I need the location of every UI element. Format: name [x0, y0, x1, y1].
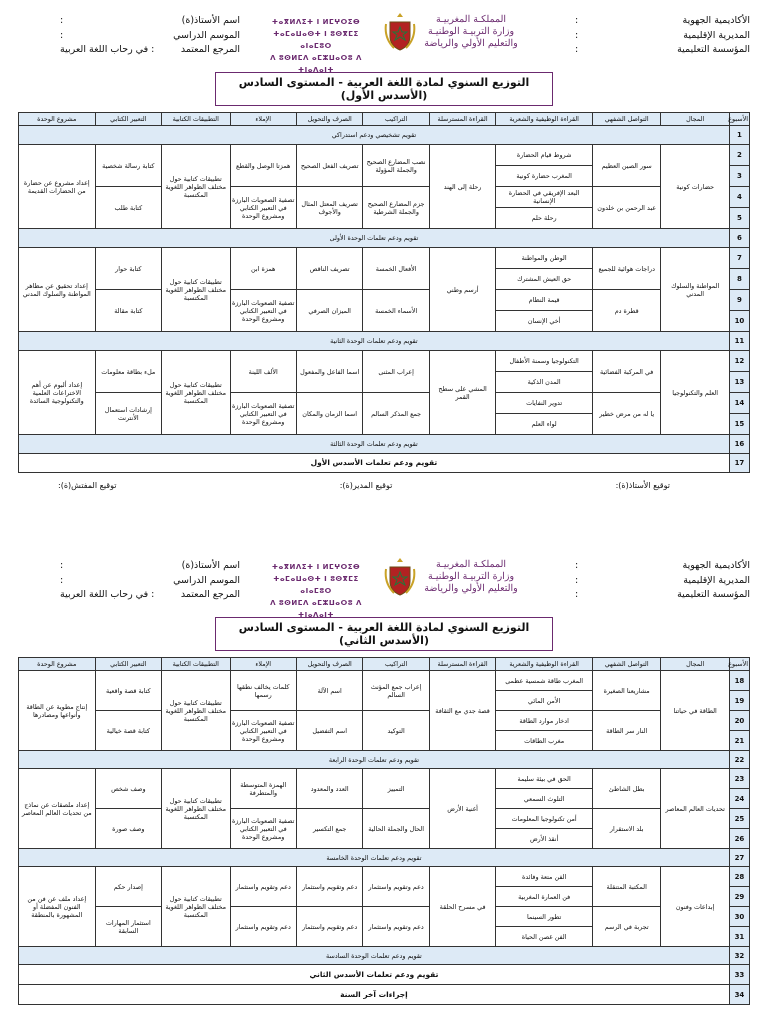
table-cell: تصفية الصعوبات البارزة في التعبير الكتابي ومشروع الوحدة — [230, 809, 296, 849]
table-cell: إصدار حكم — [95, 867, 161, 907]
table-row — [19, 849, 750, 867]
table-row — [19, 671, 750, 691]
table-cell: تصفية الصعوبات البارزة في التعبير الكتابي ومشروع الوحدة — [230, 187, 296, 229]
table-cell: النار سر الطاقة — [592, 711, 660, 751]
table-cell: المشي على سطح القمر — [429, 351, 495, 435]
table-cell: دعم وتقويم واستثمار — [296, 907, 362, 947]
table-row — [19, 985, 750, 1005]
table-cell: ملء بطاقة معلومات — [95, 351, 161, 393]
table-cell: اسم الآلة — [296, 671, 362, 711]
table-cell: تقويم ودعم تعلمات الوحدة الأولى — [19, 229, 730, 248]
table-cell: جمع التكسير — [296, 809, 362, 849]
teacher-signature: توقيع الأستاذ(ة): — [615, 481, 670, 490]
week-number-cell: 5 — [729, 208, 749, 229]
week-number-cell: 18 — [729, 671, 749, 691]
table-row — [19, 229, 750, 248]
column-header: التراكيب — [363, 658, 429, 671]
table-cell: تدوير النفايات — [496, 393, 593, 414]
textbook-name: في رحاب اللغة العربية — [60, 44, 149, 55]
table-cell: دعم وتقويم واستثمار — [230, 907, 296, 947]
table-cell: استثمار المهارات السابقة — [95, 907, 161, 947]
table-row — [19, 351, 750, 372]
column-header: مشروع الوحدة — [19, 658, 96, 671]
table-cell: شروط قيام الحضارة — [496, 145, 593, 166]
table-cell: التوكيد — [363, 711, 429, 751]
table-row — [19, 126, 750, 145]
table-row — [19, 393, 750, 414]
table-cell: تطبيقات كتابية حول مختلف الظواهر اللغوية المكتسبة — [162, 769, 230, 849]
table-cell: قصة جدي مع الثقافة — [429, 671, 495, 751]
week-number-cell: 2 — [729, 145, 749, 166]
column-header: المجال — [661, 658, 729, 671]
academy-label: الأكاديمية الجهوية — [682, 560, 750, 571]
table-row — [19, 907, 750, 927]
table-cell: كتابة حوار — [95, 248, 161, 290]
table-cell: مشاريعنا الصغيرة — [592, 671, 660, 711]
table-cell: المواطنة والسلوك المدني — [661, 248, 729, 332]
table-cell: تصفية الصعوبات البارزة في التعبير الكتابي ومشروع الوحدة — [230, 290, 296, 332]
table-cell: ادخار موارد الطاقة — [496, 711, 593, 731]
table-cell: الأمن المائي — [496, 691, 593, 711]
page-header — [18, 0, 750, 74]
week-number-cell: 10 — [729, 311, 749, 332]
school-year-label: الموسم الدراسي — [173, 29, 240, 41]
table-cell: رحلة حلم — [496, 208, 593, 229]
textbook-name: في رحاب اللغة العربية — [60, 589, 149, 600]
directorate-label: المديرية الإقليمية — [683, 574, 750, 586]
table-cell: دراجات هوائية للجميع — [592, 248, 660, 290]
table-cell: تصفية الصعوبات البارزة في التعبير الكتابي ومشروع الوحدة — [230, 393, 296, 435]
admin-info: الأكاديمية الجهوية : المديرية الإقليمية : المؤسسة التعليمية : — [575, 559, 750, 603]
table-cell: مغرب الطاقات — [496, 731, 593, 751]
table-cell: أخي الإنسان — [496, 311, 593, 332]
table-row — [19, 187, 750, 208]
table-cell: الهمزة المتوسطة والمتطرفة — [230, 769, 296, 809]
table-cell: أنقذ الأرض — [496, 829, 593, 849]
table-cell: حضارات كونية — [661, 145, 729, 229]
table-cell: تجربة في الرسم — [592, 907, 660, 947]
column-header: التعبير الكتابي — [95, 658, 161, 671]
table-cell: إعراب المثنى — [363, 351, 429, 393]
table-cell: كتابة طلب — [95, 187, 161, 229]
table-cell: وصف شخص — [95, 769, 161, 809]
table-cell: اسما الزمان والمكان — [296, 393, 362, 435]
table-cell: جزم المضارع الصحيح والجملة الشرطية — [363, 187, 429, 229]
table-cell: اسم التفضيل — [296, 711, 362, 751]
column-header: التطبيقات الكتابية — [162, 113, 230, 126]
table-cell: البعد الإفريقي في الحضارة الإنسانية — [496, 187, 593, 208]
week-number-cell: 27 — [729, 849, 749, 867]
table-row — [19, 809, 750, 829]
table-cell: دعم وتقويم واستثمار — [230, 867, 296, 907]
column-header: القراءة الوظيفية والشعرية — [496, 658, 593, 671]
table-cell: إبداعات وفنون — [661, 867, 729, 947]
table-header-row — [19, 113, 750, 126]
page-header — [18, 545, 750, 619]
column-header: التواصل الشفهي — [592, 113, 660, 126]
table-cell: إرشادات استعمال الأنترنت — [95, 393, 161, 435]
table-row — [19, 965, 750, 985]
distribution-table-s1 — [18, 112, 750, 473]
table-cell: دعم وتقويم واستثمار — [363, 867, 429, 907]
teacher-info: اسم الأستاذ(ة) : الموسم الدراسي : المرجع المعتمد : في رحاب اللغة العربية — [60, 559, 240, 603]
week-number-cell: 8 — [729, 269, 749, 290]
table-cell: العلم والتكنولوجيا — [661, 351, 729, 435]
table-cell: عبد الرحمن بن خلدون — [592, 187, 660, 229]
table-row — [19, 332, 750, 351]
table-cell: تطبيقات كتابية حول مختلف الظواهر اللغوية المكتسبة — [162, 351, 230, 435]
table-cell: إعداد ألبوم عن أهم الاختراعات العلمية والتكنولوجية السائدة — [19, 351, 96, 435]
table-cell: قطرة دم — [592, 290, 660, 332]
table-row — [19, 290, 750, 311]
week-number-cell: 16 — [729, 435, 749, 454]
table-cell: التمييز — [363, 769, 429, 809]
week-number-cell: 29 — [729, 887, 749, 907]
week-number-cell: 34 — [729, 985, 749, 1005]
table-cell: كتابة قصة خيالية — [95, 711, 161, 751]
table-cell: دعم وتقويم واستثمار — [296, 867, 362, 907]
table-cell: تقويم ودعم تعلمات الوحدة الثانية — [19, 332, 730, 351]
table-cell: في مسرح الحلقة — [429, 867, 495, 947]
table-cell: اسما الفاعل والمفعول — [296, 351, 362, 393]
table-cell: المكتبة المتنقلة — [592, 867, 660, 907]
column-header: الإملاء — [230, 113, 296, 126]
ministry-logo: المملكـة المغربيـة وزارة التربيـة الوطنيـة والتعليم الأولي والرياضة ⵜⴰⴳⵍⴷⵉⵜ ⵏ ⵍⵎⵖⵔⵉⴱ ⵜⴰⵎⴰⵡⴰⵙⵜ ⵏ ⵓⵙⴳⵎⵉ ⴰⵏⴰⵎⵓⵔ ⴷ ⵓⵙⵍⵎⴷ ⴰⵎⵣⵡⴰⵔⵓ ⴷ ⵜⵏⴰⴷⴰⵏⵜ — [260, 553, 526, 603]
week-number-cell: 9 — [729, 290, 749, 311]
week-number-cell: 21 — [729, 731, 749, 751]
table-cell: تصريف المعتل المثال والأجوف — [296, 187, 362, 229]
table-cell: تقويم ودعم تعلمات الوحدة الرابعة — [19, 751, 730, 769]
teacher-name-label: اسم الأستاذ(ة) — [181, 560, 240, 571]
table-header-row — [19, 658, 750, 671]
week-number-cell: 11 — [729, 332, 749, 351]
table-cell: إعداد مشروع عن حضارة من الحضارات القديمة — [19, 145, 96, 229]
school-year-label: الموسم الدراسي — [173, 574, 240, 586]
reference-label: المرجع المعتمد — [180, 44, 240, 55]
table-row — [19, 769, 750, 789]
table-cell: أغنية الأرض — [429, 769, 495, 849]
table-cell: الميزان الصرفي — [296, 290, 362, 332]
table-cell: كتابة مقالة — [95, 290, 161, 332]
page-title: التوزيع السنوي لمادة اللغة العربية - المستوى السادس (الأسدس الثاني) — [215, 617, 553, 651]
table-cell: كتابة رسالة شخصية — [95, 145, 161, 187]
table-cell: تصريف الناقص — [296, 248, 362, 290]
week-number-cell: 6 — [729, 229, 749, 248]
table-cell: تقويم تشخيصي ودعم استدراكي — [19, 126, 730, 145]
column-header: الصرف والتحويل — [296, 113, 362, 126]
column-header: التعبير الكتابي — [95, 113, 161, 126]
week-number-cell: 7 — [729, 248, 749, 269]
column-header: الأسبوع — [729, 658, 749, 671]
semester-2-block — [18, 545, 750, 1005]
page-title: التوزيع السنوي لمادة اللغة العربية - المستوى السادس (الأسدس الأول) — [215, 72, 553, 106]
week-number-cell: 4 — [729, 187, 749, 208]
table-cell: يا له من مرض خطير — [592, 393, 660, 435]
table-cell: إجراءات آخر السنة — [19, 985, 730, 1005]
column-header: المجال — [661, 113, 729, 126]
table-row — [19, 751, 750, 769]
table-cell: إعداد ملف عن فن من الفنون المفضلة أو المشهورة بالمنطقة — [19, 867, 96, 947]
column-header: القراءة الوظيفية والشعرية — [496, 113, 593, 126]
inspector-signature: توقيع المفتش(ة): — [58, 481, 117, 490]
table-row — [19, 435, 750, 454]
week-number-cell: 22 — [729, 751, 749, 769]
table-cell: المدن الذكية — [496, 372, 593, 393]
ministry-logo: المملكـة المغربيـة وزارة التربيـة الوطنيـة والتعليم الأولي والرياضة ⵜⴰⴳⵍⴷⵉⵜ ⵏ ⵍⵎⵖⵔⵉⴱ ⵜⴰⵎⴰⵡⴰⵙⵜ ⵏ ⵓⵙⴳⵎⵉ ⴰⵏⴰⵎⵓⵔ ⴷ ⵓⵙⵍⵎⴷ ⴰⵎⵣⵡⴰⵔⵓ ⴷ ⵜⵏⴰⴷⴰⵏⵜ — [260, 8, 526, 58]
week-number-cell: 13 — [729, 372, 749, 393]
table-cell: الفن غصن الحياة — [496, 927, 593, 947]
table-cell: تطبيقات كتابية حول مختلف الظواهر اللغوية المكتسبة — [162, 867, 230, 947]
table-cell: تقويم ودعم تعلمات الأسدس الأول — [19, 454, 730, 473]
column-header: الأسبوع — [729, 113, 749, 126]
table-cell: تقويم ودعم تعلمات الأسدس الثاني — [19, 965, 730, 985]
week-number-cell: 15 — [729, 414, 749, 435]
table-cell: همزتا الوصل والقطع — [230, 145, 296, 187]
semester-1-block — [18, 0, 750, 490]
week-number-cell: 28 — [729, 867, 749, 887]
table-cell: لواء العلم — [496, 414, 593, 435]
table-cell: الفن متعة وفائدة — [496, 867, 593, 887]
column-header: التواصل الشفهي — [592, 658, 660, 671]
table-cell: إنتاج مطوية عن الطاقة وأنواعها ومصادرها — [19, 671, 96, 751]
directorate-label: المديرية الإقليمية — [683, 29, 750, 41]
column-header: القراءة المسترسلة — [429, 658, 495, 671]
column-header: التطبيقات الكتابية — [162, 658, 230, 671]
week-number-cell: 20 — [729, 711, 749, 731]
academy-label: الأكاديمية الجهوية — [682, 15, 750, 26]
week-number-cell: 14 — [729, 393, 749, 414]
week-number-cell: 32 — [729, 947, 749, 965]
week-number-cell: 33 — [729, 965, 749, 985]
table-cell: تقويم ودعم تعلمات الوحدة السادسة — [19, 947, 730, 965]
table-cell: الحال والجملة الحالية — [363, 809, 429, 849]
table-cell: الألف اللينة — [230, 351, 296, 393]
teacher-info: اسم الأستاذ(ة) : الموسم الدراسي : المرجع المعتمد : في رحاب اللغة العربية — [60, 14, 240, 58]
table-row — [19, 248, 750, 269]
week-number-cell: 23 — [729, 769, 749, 789]
table-cell: تحديات العالم المعاصر — [661, 769, 729, 849]
week-number-cell: 24 — [729, 789, 749, 809]
table-cell: تقويم ودعم تعلمات الوحدة الثالثة — [19, 435, 730, 454]
column-header: التراكيب — [363, 113, 429, 126]
table-cell: جمع المذكر السالم — [363, 393, 429, 435]
table-cell: تصفية الصعوبات البارزة في التعبير الكتابي ومشروع الوحدة — [230, 711, 296, 751]
table-cell: فن العمارة المغربية — [496, 887, 593, 907]
table-cell: بطل الشاطئ — [592, 769, 660, 809]
column-header: الصرف والتحويل — [296, 658, 362, 671]
table-cell: التلوث السمعي — [496, 789, 593, 809]
week-number-cell: 17 — [729, 454, 749, 473]
table-cell: الحق في بيئة سليمة — [496, 769, 593, 789]
table-cell: الأفعال الخمسة — [363, 248, 429, 290]
school-label: المؤسسة التعليمية — [677, 44, 750, 55]
column-header: القراءة المسترسلة — [429, 113, 495, 126]
admin-info: الأكاديمية الجهوية : المديرية الإقليمية : المؤسسة التعليمية : — [575, 14, 750, 58]
table-cell: إعراب جمع المؤنث السالم — [363, 671, 429, 711]
table-cell: كلمات يخالف نطقها رسمها — [230, 671, 296, 711]
table-cell: حق العيش المشترك — [496, 269, 593, 290]
distribution-table-s2 — [18, 657, 750, 1005]
table-row — [19, 867, 750, 887]
table-cell: في المركبة الفضائية — [592, 351, 660, 393]
week-number-cell: 19 — [729, 691, 749, 711]
table-row — [19, 145, 750, 166]
school-label: المؤسسة التعليمية — [677, 589, 750, 600]
signatures — [18, 473, 750, 490]
week-number-cell: 26 — [729, 829, 749, 849]
table-cell: تطور السينما — [496, 907, 593, 927]
week-number-cell: 31 — [729, 927, 749, 947]
reference-label: المرجع المعتمد — [180, 589, 240, 600]
table-cell: إعداد ملصقات عن نماذج من تحديات العالم المعاصر — [19, 769, 96, 849]
table-cell: المغرب طاقة شمسية عظمى — [496, 671, 593, 691]
table-cell: أرسم وطني — [429, 248, 495, 332]
table-cell: تطبيقات كتابية حول مختلف الظواهر اللغوية المكتسبة — [162, 671, 230, 751]
table-cell: وصف صورة — [95, 809, 161, 849]
table-cell: العدد والمعدود — [296, 769, 362, 809]
table-cell: سور الصين العظيم — [592, 145, 660, 187]
coat-of-arms-icon — [384, 10, 416, 54]
table-cell: قيمة النظام — [496, 290, 593, 311]
table-cell: الأسماء الخمسة — [363, 290, 429, 332]
table-cell: تطبيقات كتابية حول مختلف الظواهر اللغوية المكتسبة — [162, 248, 230, 332]
week-number-cell: 12 — [729, 351, 749, 372]
week-number-cell: 30 — [729, 907, 749, 927]
table-cell: التكنولوجيا وسمنة الأطفال — [496, 351, 593, 372]
table-cell: رحلة إلى الهند — [429, 145, 495, 229]
table-row — [19, 947, 750, 965]
table-cell: تصريف الفعل الصحيح — [296, 145, 362, 187]
table-row — [19, 454, 750, 473]
table-cell: إعداد تحقيق عن مظاهر المواطنة والسلوك المدني — [19, 248, 96, 332]
coat-of-arms-icon — [384, 555, 416, 599]
week-number-cell: 3 — [729, 166, 749, 187]
table-cell: دعم وتقويم واستثمار — [363, 907, 429, 947]
principal-signature: توقيع المدير(ة): — [339, 481, 393, 490]
table-cell: الوطن والمواطنة — [496, 248, 593, 269]
week-number-cell: 1 — [729, 126, 749, 145]
table-cell: الطاقة في حياتنا — [661, 671, 729, 751]
teacher-name-label: اسم الأستاذ(ة) — [181, 15, 240, 26]
table-cell: أمن تكنولوجيا المعلومات — [496, 809, 593, 829]
table-row — [19, 711, 750, 731]
column-header: الإملاء — [230, 658, 296, 671]
table-cell: تطبيقات كتابية حول مختلف الظواهر اللغوية المكتسبة — [162, 145, 230, 229]
table-cell: نصب المضارع الصحيح والجملة المؤولة — [363, 145, 429, 187]
table-cell: همزة ابن — [230, 248, 296, 290]
table-cell: بلد الاستقرار — [592, 809, 660, 849]
table-cell: تقويم ودعم تعلمات الوحدة الخامسة — [19, 849, 730, 867]
table-cell: كتابة قصة واقعية — [95, 671, 161, 711]
table-cell: المغرب حضارة كونية — [496, 166, 593, 187]
week-number-cell: 25 — [729, 809, 749, 829]
column-header: مشروع الوحدة — [19, 113, 96, 126]
